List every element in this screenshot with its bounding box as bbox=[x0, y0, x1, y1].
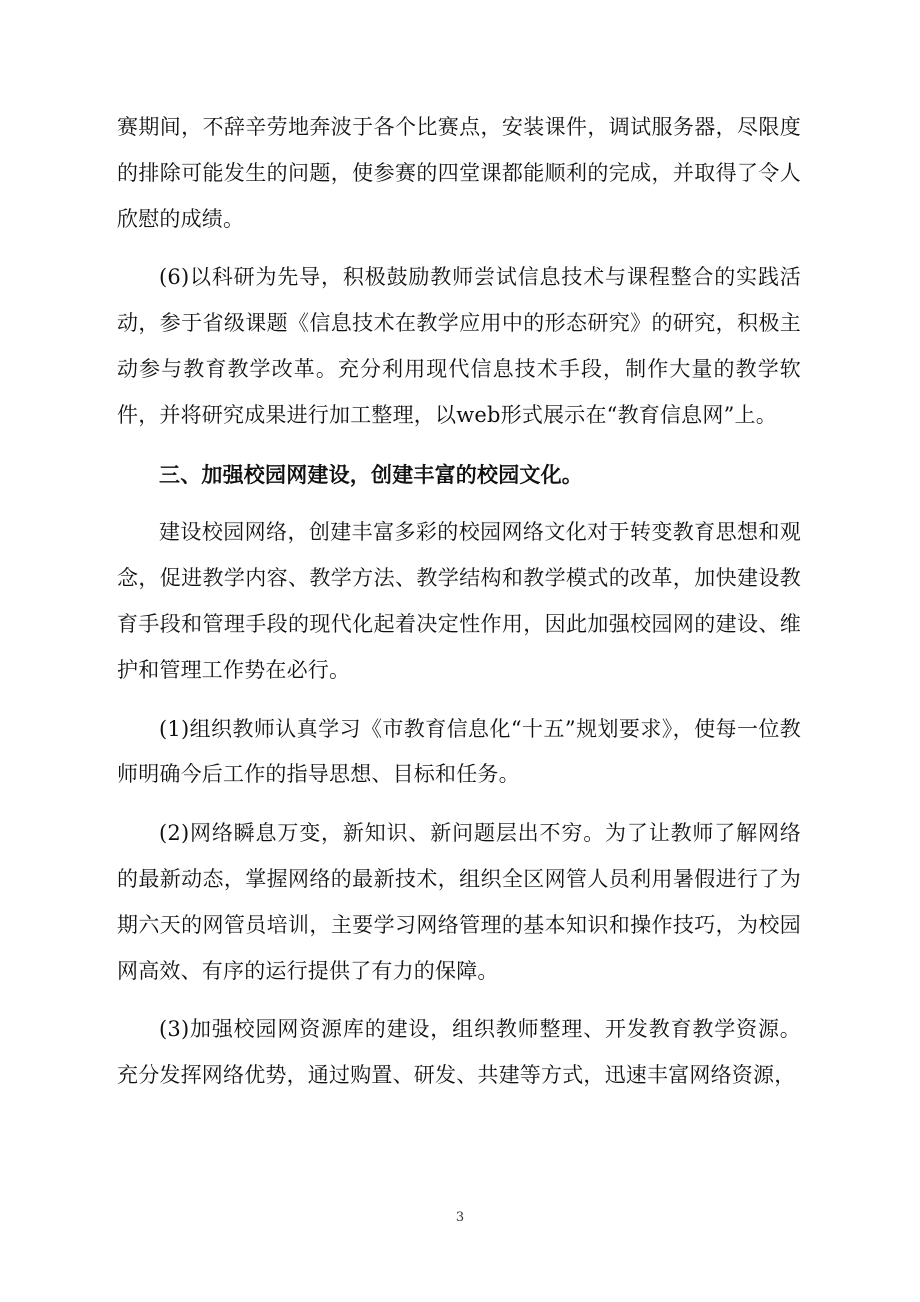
paragraph-item-1: (1)组织教师认真学习《市教育信息化“十五”规划要求》，使每一位教师明确今后工作的指导思想、目标和任务。 bbox=[117, 716, 801, 787]
paragraph-item-2: (2)网络瞬息万变，新知识、新问题层出不穷。为了让教师了解网络的最新动态，掌握网络的最新技术，组织全区网管人员利用暑假进行了为期六天的网管员培训，主要学习网络管理的基本知识和操作技巧，为校园网高效、有序的运行提供了有力的保障。 bbox=[117, 821, 801, 983]
page-number: 3 bbox=[455, 1210, 465, 1225]
paragraph-continuation: 赛期间，不辞辛劳地奔波于各个比赛点，安装课件，调试服务器，尽限度的排除可能发生的问题，使参赛的四堂课都能顺利的完成，并取得了令人欣慰的成绩。 bbox=[117, 115, 801, 231]
section-heading-3: 三、加强校园网建设，创建丰富的校园文化。 bbox=[159, 461, 583, 487]
paragraph-item-6: (6)以科研为先导，积极鼓励教师尝试信息技术与课程整合的实践活动，参于省级课题《信息技术在教学应用中的形态研究》的研究，积极主动参与教育教学改革。充分利用现代信息技术手段，制作大量的教学软件，并将研究成果进行加工整理，以web形式展示在“教育信息网”上。 bbox=[117, 265, 801, 427]
document-body bbox=[117, 105, 801, 1099]
paragraph-item-3: (3)加强校园网资源库的建设，组织教师整理、开发教育教学资源。充分发挥网络优势，通过购置、研发、共建等方式，迅速丰富网络资源， bbox=[117, 1017, 801, 1088]
paragraph-section-intro: 建设校园网络，创建丰富多彩的校园网络文化对于转变教育思想和观念，促进教学内容、教学方法、教学结构和教学模式的改革，加快建设教育手段和管理手段的现代化起着决定性作用，因此加强校园网的建设、维护和管理工作势在必行。 bbox=[117, 520, 801, 682]
